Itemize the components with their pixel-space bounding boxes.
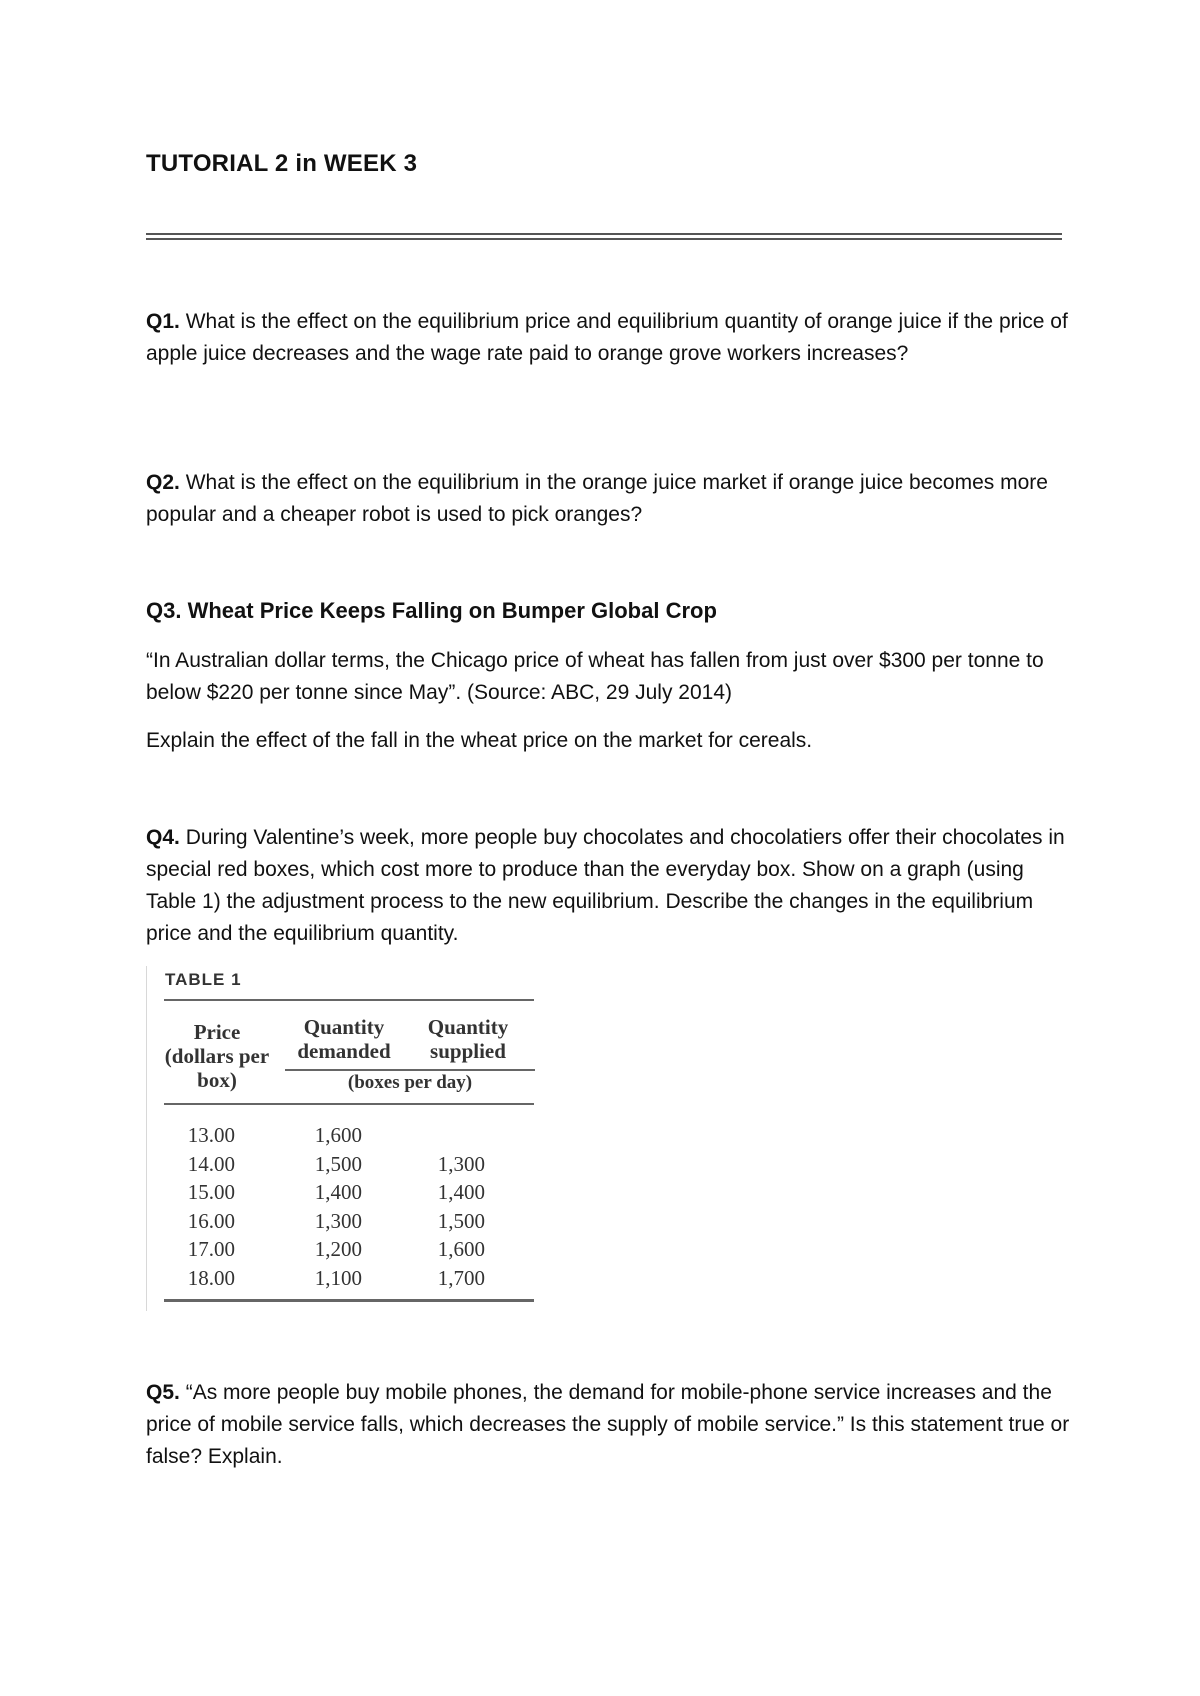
cell-price: 18.00 bbox=[187, 1266, 235, 1290]
cell-price: 16.00 bbox=[187, 1209, 235, 1233]
question-3-heading bbox=[146, 598, 717, 624]
cell-quantity-demanded: 1,400 bbox=[314, 1180, 362, 1204]
question-2-label: Q2. bbox=[146, 471, 180, 494]
question-2 bbox=[146, 467, 1076, 531]
question-1 bbox=[146, 306, 1076, 370]
table-1-figure bbox=[146, 966, 537, 1311]
cell-price: 15.00 bbox=[187, 1180, 235, 1204]
question-4-text: During Valentine’s week, more people buy chocolates and chocolatiers offer their chocolates in special red boxes, which cost more to produce than the everyday box. Show on a graph (using Table 1) the adjustment process to the new equilibrium. Describe the changes in the equilibrium price and the equilibrium quantity. bbox=[146, 826, 1065, 945]
page-title: TUTORIAL 2 in WEEK 3 bbox=[146, 150, 418, 177]
title-divider-second bbox=[146, 238, 1062, 240]
question-3-label: Q3. bbox=[146, 598, 182, 623]
cell-quantity-supplied: 1,300 bbox=[437, 1152, 485, 1176]
question-5-label: Q5. bbox=[146, 1381, 180, 1404]
table-unit-rule bbox=[285, 1069, 535, 1071]
cell-price: 13.00 bbox=[187, 1123, 235, 1147]
cell-quantity-supplied: 1,700 bbox=[437, 1266, 485, 1290]
title-divider bbox=[146, 233, 1062, 235]
question-1-text: What is the effect on the equilibrium price and equilibrium quantity of orange juice if the price of apple juice decreases and the wage rate paid to orange grove workers increases? bbox=[146, 310, 1068, 365]
table-bottom-rule bbox=[164, 1299, 534, 1302]
question-4-label: Q4. bbox=[146, 826, 180, 849]
cell-quantity-supplied: 1,500 bbox=[437, 1209, 485, 1233]
table-header-rule bbox=[164, 1103, 534, 1105]
question-3-text: Explain the effect of the fall in the wheat price on the market for cereals. bbox=[146, 729, 813, 752]
question-2-text: What is the effect on the equilibrium in the orange juice market if orange juice becomes more popular and a cheaper robot is used to pick oranges? bbox=[146, 471, 1048, 526]
cell-quantity-demanded: 1,500 bbox=[314, 1152, 362, 1176]
column-header-price: Price (dollars per box) bbox=[164, 1020, 270, 1092]
question-3-heading-text: Wheat Price Keeps Falling on Bumper Global Crop bbox=[187, 598, 717, 623]
question-4 bbox=[146, 822, 1076, 950]
cell-quantity-supplied: 1,400 bbox=[437, 1180, 485, 1204]
cell-quantity-demanded: 1,100 bbox=[314, 1266, 362, 1290]
cell-price: 17.00 bbox=[187, 1237, 235, 1261]
column-header-quantity-supplied: Quantity supplied bbox=[427, 1015, 509, 1063]
table-top-rule bbox=[164, 999, 534, 1001]
table-unit-label: (boxes per day) bbox=[347, 1072, 473, 1093]
cell-quantity-demanded: 1,300 bbox=[314, 1209, 362, 1233]
table-title: TABLE 1 bbox=[165, 970, 242, 989]
question-3-quote: “In Australian dollar terms, the Chicago price of wheat has fallen from just over $300 per tonne to below $220 per tonne since May”. (Source: ABC, 29 July 2014) bbox=[146, 649, 1044, 704]
cell-quantity-demanded: 1,600 bbox=[314, 1123, 362, 1147]
question-5 bbox=[146, 1377, 1076, 1473]
column-header-quantity-demanded: Quantity demanded bbox=[297, 1015, 391, 1063]
question-1-label: Q1. bbox=[146, 310, 180, 333]
cell-quantity-demanded: 1,200 bbox=[314, 1237, 362, 1261]
cell-price: 14.00 bbox=[187, 1152, 235, 1176]
question-5-text: “As more people buy mobile phones, the demand for mobile-phone service increases and the price of mobile service falls, which decreases the supply of mobile service.” Is this statement true or false? Explain. bbox=[146, 1381, 1070, 1468]
cell-quantity-supplied: 1,600 bbox=[437, 1237, 485, 1261]
